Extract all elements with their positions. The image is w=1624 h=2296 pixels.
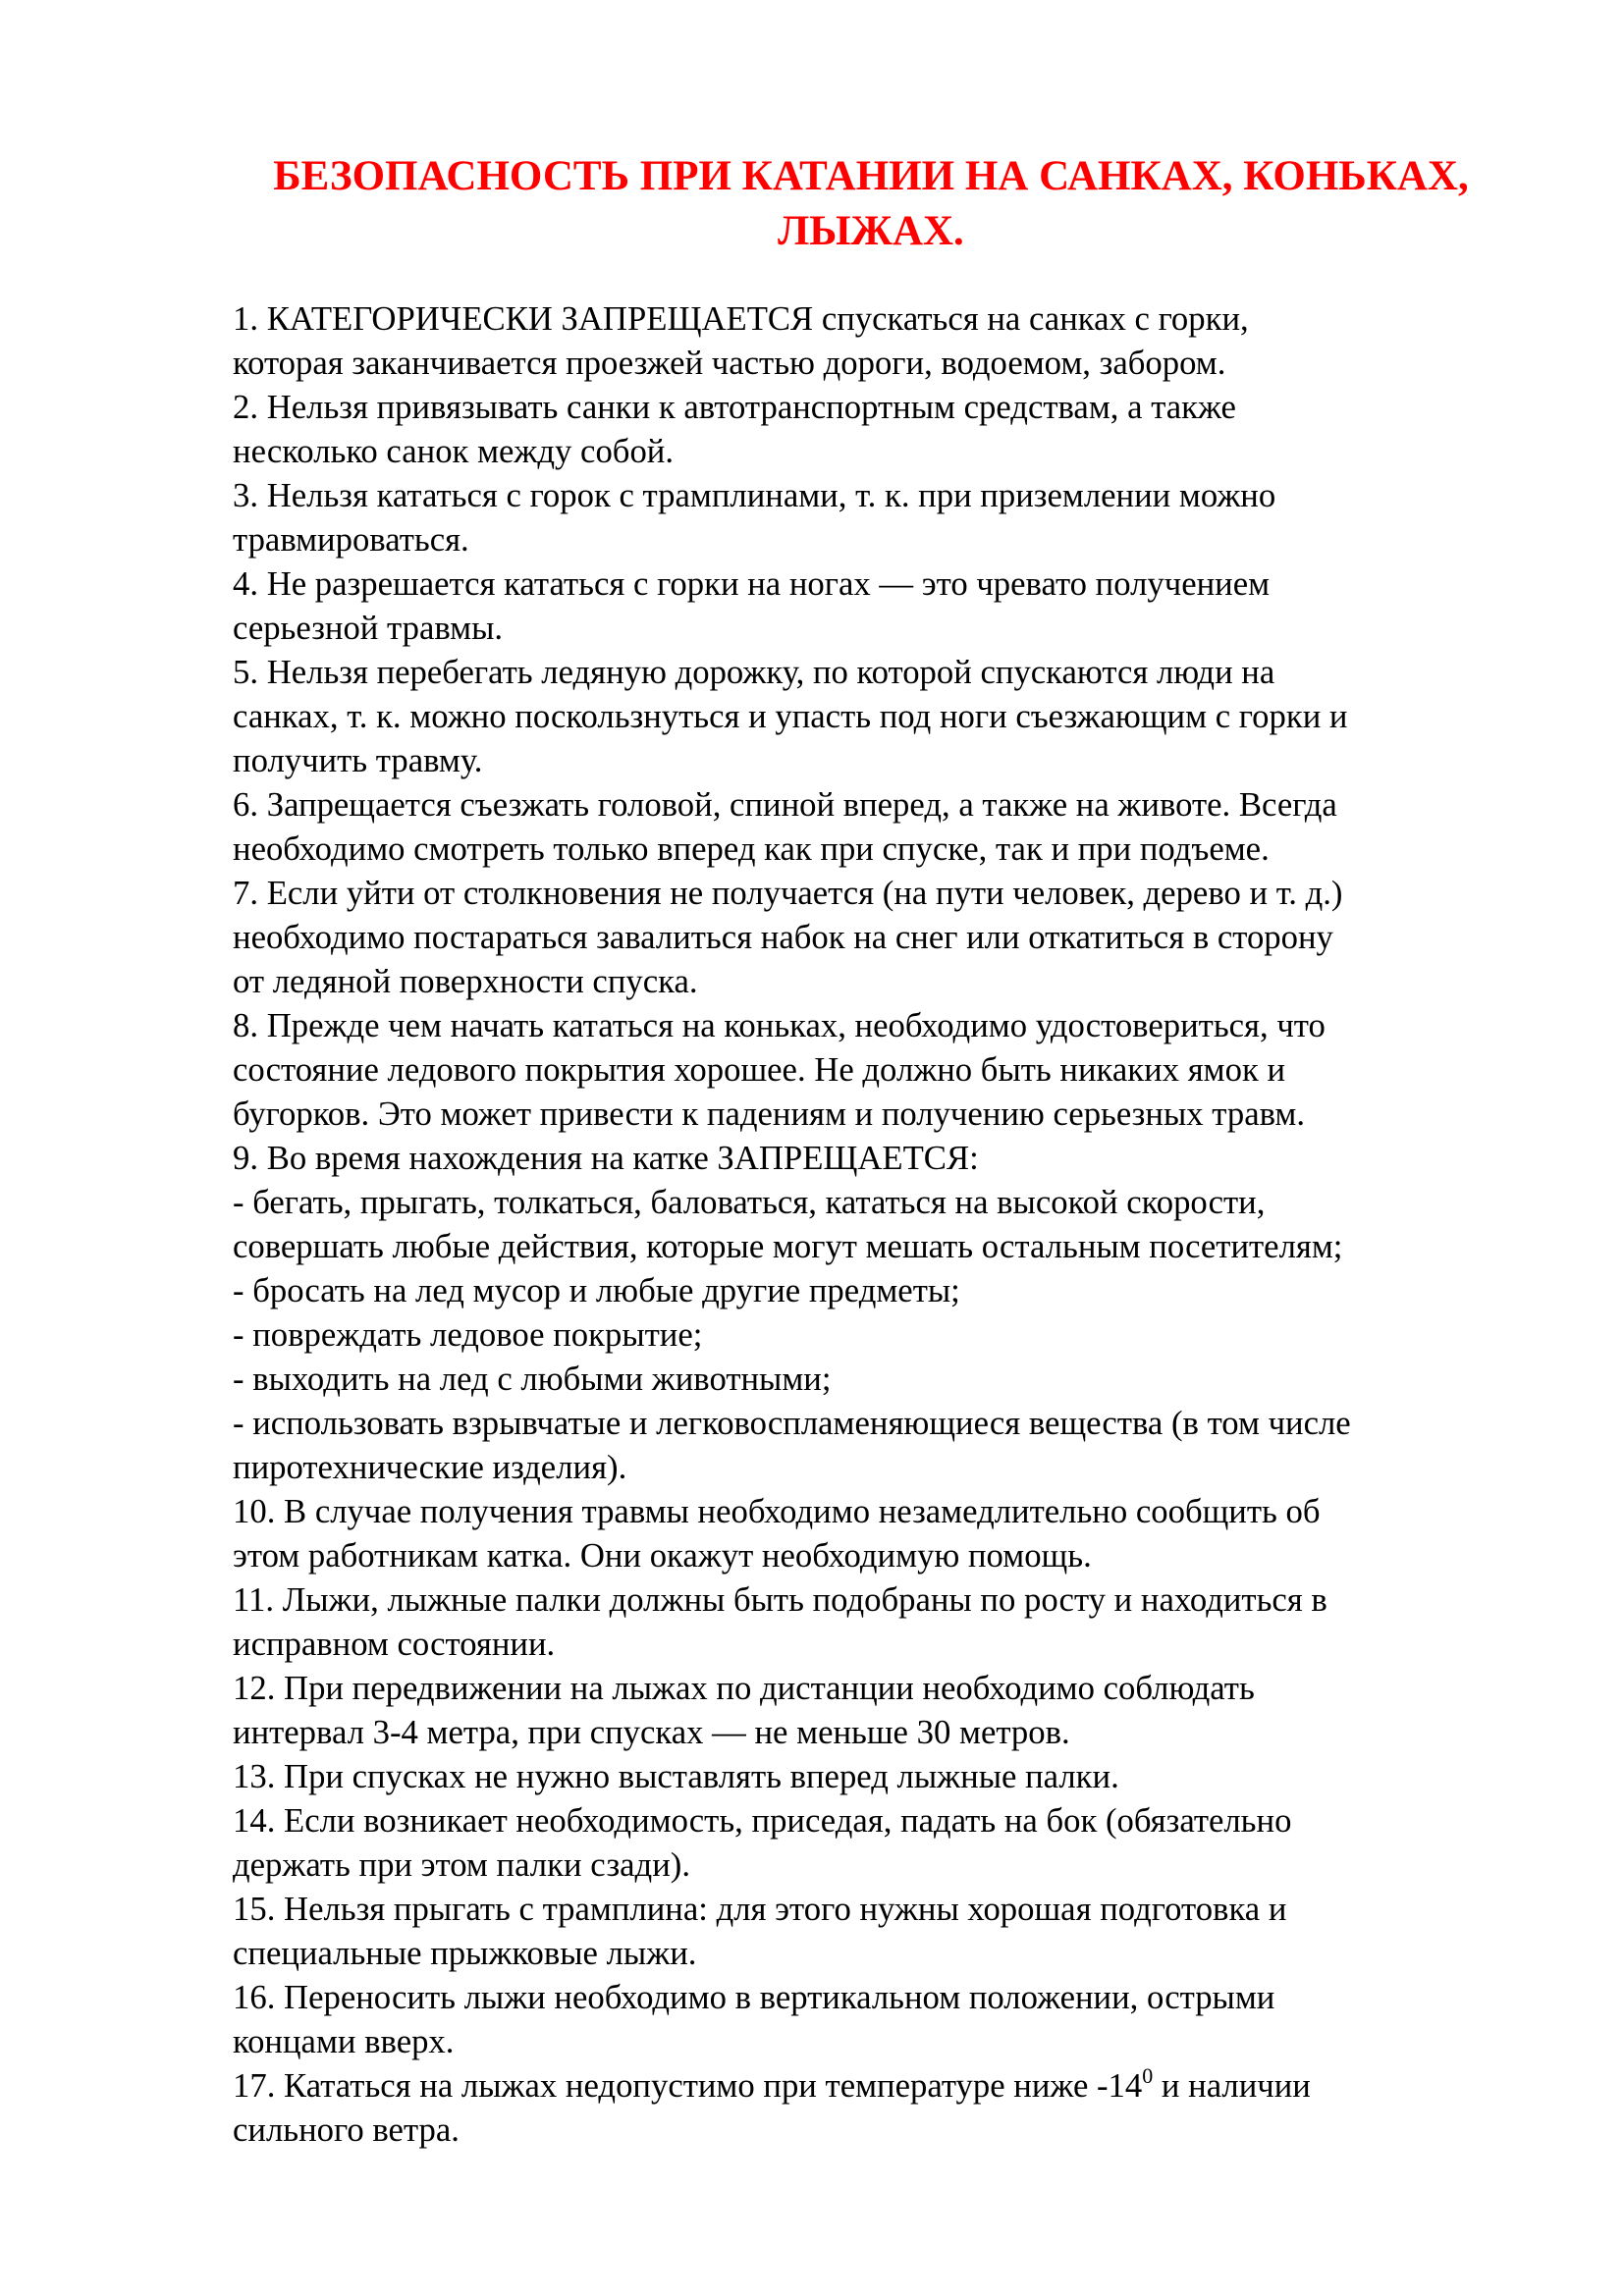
rule-17-superscript: 0	[1142, 2063, 1154, 2088]
rule-item	[233, 1666, 1512, 1754]
rule-line: 14. Если возникает необходимость, приседая, падать на бок (обязательно	[233, 1801, 1292, 1840]
rule-item	[233, 385, 1512, 473]
rule-line: 1. КАТЕГОРИЧЕСКИ ЗАПРЕЩАЕТСЯ спускаться на санках с горки,	[233, 299, 1249, 338]
rule-item	[233, 650, 1512, 782]
rule-line: 6. Запрещается съезжать головой, спиной вперед, а также на животе. Всегда	[233, 785, 1337, 824]
rule-item	[233, 782, 1512, 871]
title-line-1: БЕЗОПАСНОСТЬ ПРИ КАТАНИИ НА САНКАХ, КОНЬКАХ,	[273, 153, 1469, 199]
rule-item	[233, 1401, 1512, 1489]
rule-line: 15. Нельзя прыгать с трамплина: для этого нужны хорошая подготовка и	[233, 1890, 1287, 1928]
rule-line: бугорков. Это может привести к падениям и получению серьезных травм.	[233, 1095, 1305, 1133]
rule-line: 3. Нельзя кататься с горок с трамплинами, т. к. при приземлении можно	[233, 476, 1276, 514]
rule-item	[233, 871, 1512, 1003]
document-title	[233, 149, 1509, 259]
rule-item	[233, 473, 1512, 561]
rule-line: от ледяной поверхности спуска.	[233, 962, 698, 1000]
rule-line: 7. Если уйти от столкновения не получается (на пути человек, дерево и т. д.)	[233, 874, 1343, 912]
rule-item	[233, 296, 1512, 385]
rule-line: этом работникам катка. Они окажут необходимую помощь.	[233, 1536, 1092, 1575]
rule-line: - бегать, прыгать, толкаться, баловаться, кататься на высокой скорости,	[233, 1183, 1266, 1221]
rule-line: 12. При передвижении на лыжах по дистанции необходимо соблюдать	[233, 1669, 1255, 1707]
rule-line: 16. Переносить лыжи необходимо в вертикальном положении, острыми	[233, 1978, 1275, 2016]
rule-item	[233, 1180, 1512, 1268]
rule-line: состояние ледового покрытия хорошее. Не должно быть никаких ямок и	[233, 1050, 1286, 1089]
rule-line: - повреждать ледовое покрытие;	[233, 1315, 703, 1354]
rule-line: 9. Во время нахождения на катке ЗАПРЕЩАЕТСЯ:	[233, 1139, 979, 1177]
rules-list	[233, 296, 1512, 2063]
rule-line: необходимо постараться завалиться набок на снег или откатиться в сторону	[233, 918, 1333, 956]
rule-line: 8. Прежде чем начать кататься на коньках, необходимо удостовериться, что	[233, 1006, 1326, 1044]
rule-17-text-after: и наличии	[1153, 2066, 1311, 2105]
rule-17-text-before: 17. Кататься на лыжах недопустимо при температуре ниже -14	[233, 2066, 1143, 2105]
rule-line: 10. В случае получения травмы необходимо незамедлительно сообщить об	[233, 1492, 1321, 1530]
rule-17-line-2: сильного ветра.	[233, 2110, 460, 2149]
rule-line: - бросать на лед мусор и любые другие предметы;	[233, 1271, 960, 1309]
rule-item	[233, 1887, 1512, 1975]
document-body	[233, 296, 1512, 2152]
rule-item-17	[233, 2063, 1512, 2152]
rule-line: 2. Нельзя привязывать санки к автотранспортным средствам, а также	[233, 388, 1236, 426]
rule-item	[233, 561, 1512, 650]
rule-line: исправном состоянии.	[233, 1625, 556, 1663]
rule-line: серьезной травмы.	[233, 609, 504, 647]
rule-item	[233, 1312, 1512, 1357]
rule-item	[233, 1754, 1512, 1798]
rule-line: 11. Лыжи, лыжные палки должны быть подобраны по росту и находиться в	[233, 1580, 1327, 1619]
rule-line: пиротехнические изделия).	[233, 1448, 627, 1486]
rule-line: травмироваться.	[233, 520, 469, 559]
rule-line: необходимо смотреть только вперед как при спуске, так и при подъеме.	[233, 829, 1270, 868]
rule-line: 4. Не разрешается кататься с горки на ногах — это чревато получением	[233, 564, 1271, 603]
rule-line: - выходить на лед с любыми животными;	[233, 1360, 832, 1398]
rule-item	[233, 1136, 1512, 1180]
rule-item	[233, 1268, 1512, 1312]
rule-item	[233, 1357, 1512, 1401]
rule-item	[233, 1798, 1512, 1887]
rule-line: держать при этом палки сзади).	[233, 1845, 690, 1884]
rule-item	[233, 1577, 1512, 1666]
rule-line: интервал 3-4 метра, при спусках — не меньше 30 метров.	[233, 1713, 1070, 1751]
rule-line: совершать любые действия, которые могут мешать остальным посетителям;	[233, 1227, 1343, 1265]
rule-item	[233, 1003, 1512, 1136]
rule-line: получить травму.	[233, 741, 483, 779]
rule-line: которая заканчивается проезжей частью дороги, водоемом, забором.	[233, 344, 1226, 382]
rule-item	[233, 1489, 1512, 1577]
rule-item	[233, 1975, 1512, 2063]
rule-line: санках, т. к. можно поскользнуться и упасть под ноги съезжающим с горки и	[233, 697, 1348, 735]
title-line-2: ЛЫЖАХ.	[778, 208, 964, 254]
rule-line: 13. При спусках не нужно выставлять вперед лыжные палки.	[233, 1757, 1119, 1795]
rule-line: несколько санок между собой.	[233, 432, 675, 470]
rule-line: специальные прыжковые лыжи.	[233, 1934, 697, 1972]
rule-line: 5. Нельзя перебегать ледяную дорожку, по которой спускаются люди на	[233, 653, 1275, 691]
rule-line: - использовать взрывчатые и легковоспламеняющиеся вещества (в том числе	[233, 1404, 1351, 1442]
rule-line: концами вверх.	[233, 2022, 455, 2060]
